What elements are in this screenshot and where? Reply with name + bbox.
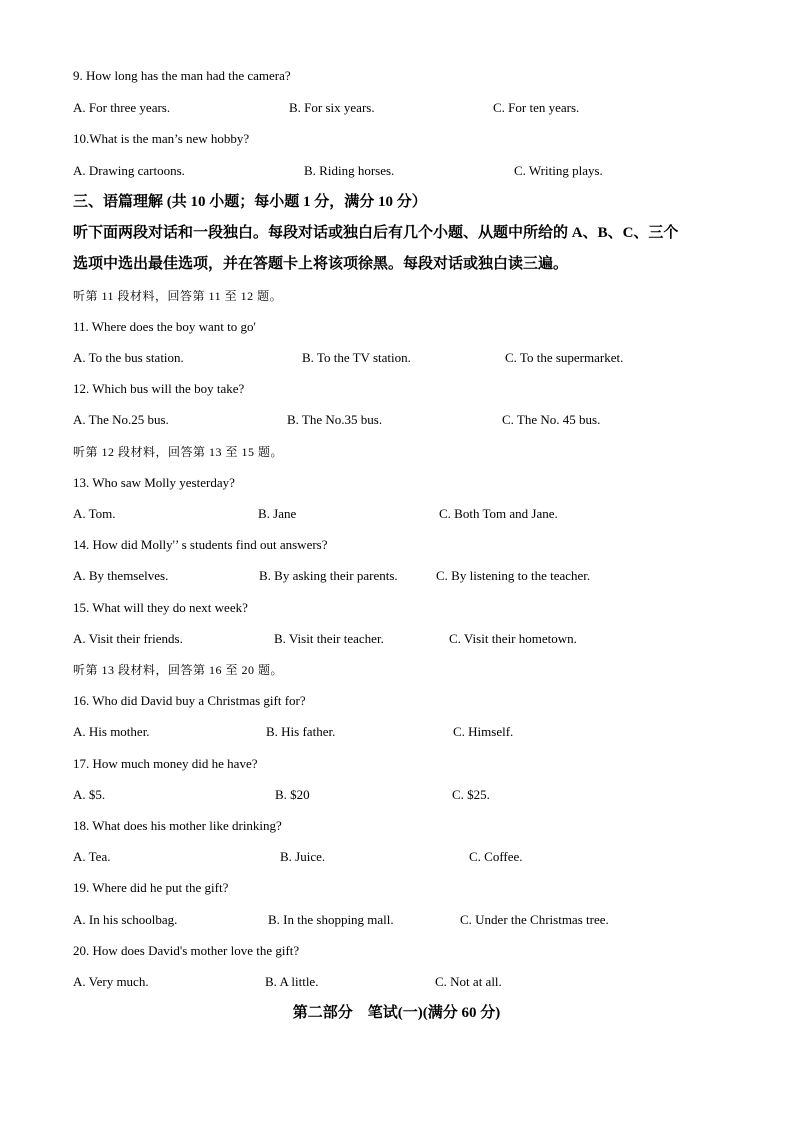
q17-option-b: B. $20 <box>275 787 310 802</box>
q9-option-b: B. For six years. <box>289 100 375 115</box>
part-2-heading: 第二部分 笔试(一)(满分 60 分) <box>292 1005 501 1021</box>
q19-option-b: B. In the shopping mall. <box>268 912 394 927</box>
q15-option-a: A. Visit their friends. <box>73 631 183 646</box>
q20-option-a: A. Very much. <box>73 974 149 989</box>
q19-option-c: C. Under the Christmas tree. <box>460 912 609 927</box>
question-18: 18. What does his mother like drinking? <box>73 818 282 833</box>
question-13: 13. Who saw Molly yesterday? <box>73 475 235 490</box>
question-15: 15. What will they do next week? <box>73 600 248 615</box>
q9-option-a: A. For three years. <box>73 100 171 115</box>
material-11-instruction: 听第 11 段材料，回答第 11 至 12 题。 <box>73 289 283 303</box>
material-13-instruction: 听第 13 段材料，回答第 16 至 20 题。 <box>73 663 284 677</box>
q18-option-c: C. Coffee. <box>469 849 523 864</box>
q14-option-c: C. By listening to the teacher. <box>436 568 591 583</box>
q16-option-b: B. His father. <box>266 724 336 739</box>
question-11: 11. Where does the boy want to go' <box>73 319 256 334</box>
q19-option-a: A. In his schoolbag. <box>73 912 178 927</box>
question-19: 19. Where did he put the gift? <box>73 880 229 895</box>
q14-option-a: A. By themselves. <box>73 568 169 583</box>
q18-option-a: A. Tea. <box>73 849 111 864</box>
q16-option-a: A. His mother. <box>73 724 150 739</box>
q13-option-a: A. Tom. <box>73 506 116 521</box>
section-3-instruction-1: 听下面两段对话和一段独白。每段对话或独白后有几个小题、从题中所给的 A、B、C、三个 <box>73 225 679 241</box>
question-17: 17. How much money did he have? <box>73 756 258 771</box>
q20-option-b: B. A little. <box>265 974 319 989</box>
question-16: 16. Who did David buy a Christmas gift for? <box>73 693 306 708</box>
q15-option-c: C. Visit their hometown. <box>449 631 577 646</box>
q14-option-b: B. By asking their parents. <box>259 568 398 583</box>
q10-option-c: C. Writing plays. <box>514 163 603 178</box>
q10-option-a: A. Drawing cartoons. <box>73 163 185 178</box>
q17-option-a: A. $5. <box>73 787 106 802</box>
q10-option-b: B. Riding horses. <box>304 163 395 178</box>
section-3-instruction-2: 选项中选出最佳选项，并在答题卡上将该项徐黑。每段对话或独白读三遍。 <box>73 256 569 272</box>
q20-option-c: C. Not at all. <box>435 974 502 989</box>
q12-option-c: C. The No. 45 bus. <box>502 412 601 427</box>
question-20: 20. How does David's mother love the gift? <box>73 943 300 958</box>
material-12-instruction: 听第 12 段材料，回答第 13 至 15 题。 <box>73 445 284 459</box>
q12-option-a: A. The No.25 bus. <box>73 412 169 427</box>
q13-option-b: B. Jane <box>258 506 297 521</box>
question-12: 12. Which bus will the boy take? <box>73 381 245 396</box>
q16-option-c: C. Himself. <box>453 724 514 739</box>
q18-option-b: B. Juice. <box>280 849 326 864</box>
q11-option-b: B. To the TV station. <box>302 350 411 365</box>
section-3-heading: 三、语篇理解 (共 10 小题；每小题 1 分，满分 10 分） <box>73 194 427 210</box>
question-9: 9. How long has the man had the camera? <box>73 68 291 83</box>
question-10: 10.What is the man’s new hobby? <box>73 131 250 146</box>
q9-option-c: C. For ten years. <box>493 100 580 115</box>
q15-option-b: B. Visit their teacher. <box>274 631 384 646</box>
q11-option-a: A. To the bus station. <box>73 350 184 365</box>
question-14: 14. How did Molly'’ s students find out answers? <box>73 537 328 552</box>
q17-option-c: C. $25. <box>452 787 490 802</box>
q11-option-c: C. To the supermarket. <box>505 350 624 365</box>
q12-option-b: B. The No.35 bus. <box>287 412 383 427</box>
q13-option-c: C. Both Tom and Jane. <box>439 506 558 521</box>
